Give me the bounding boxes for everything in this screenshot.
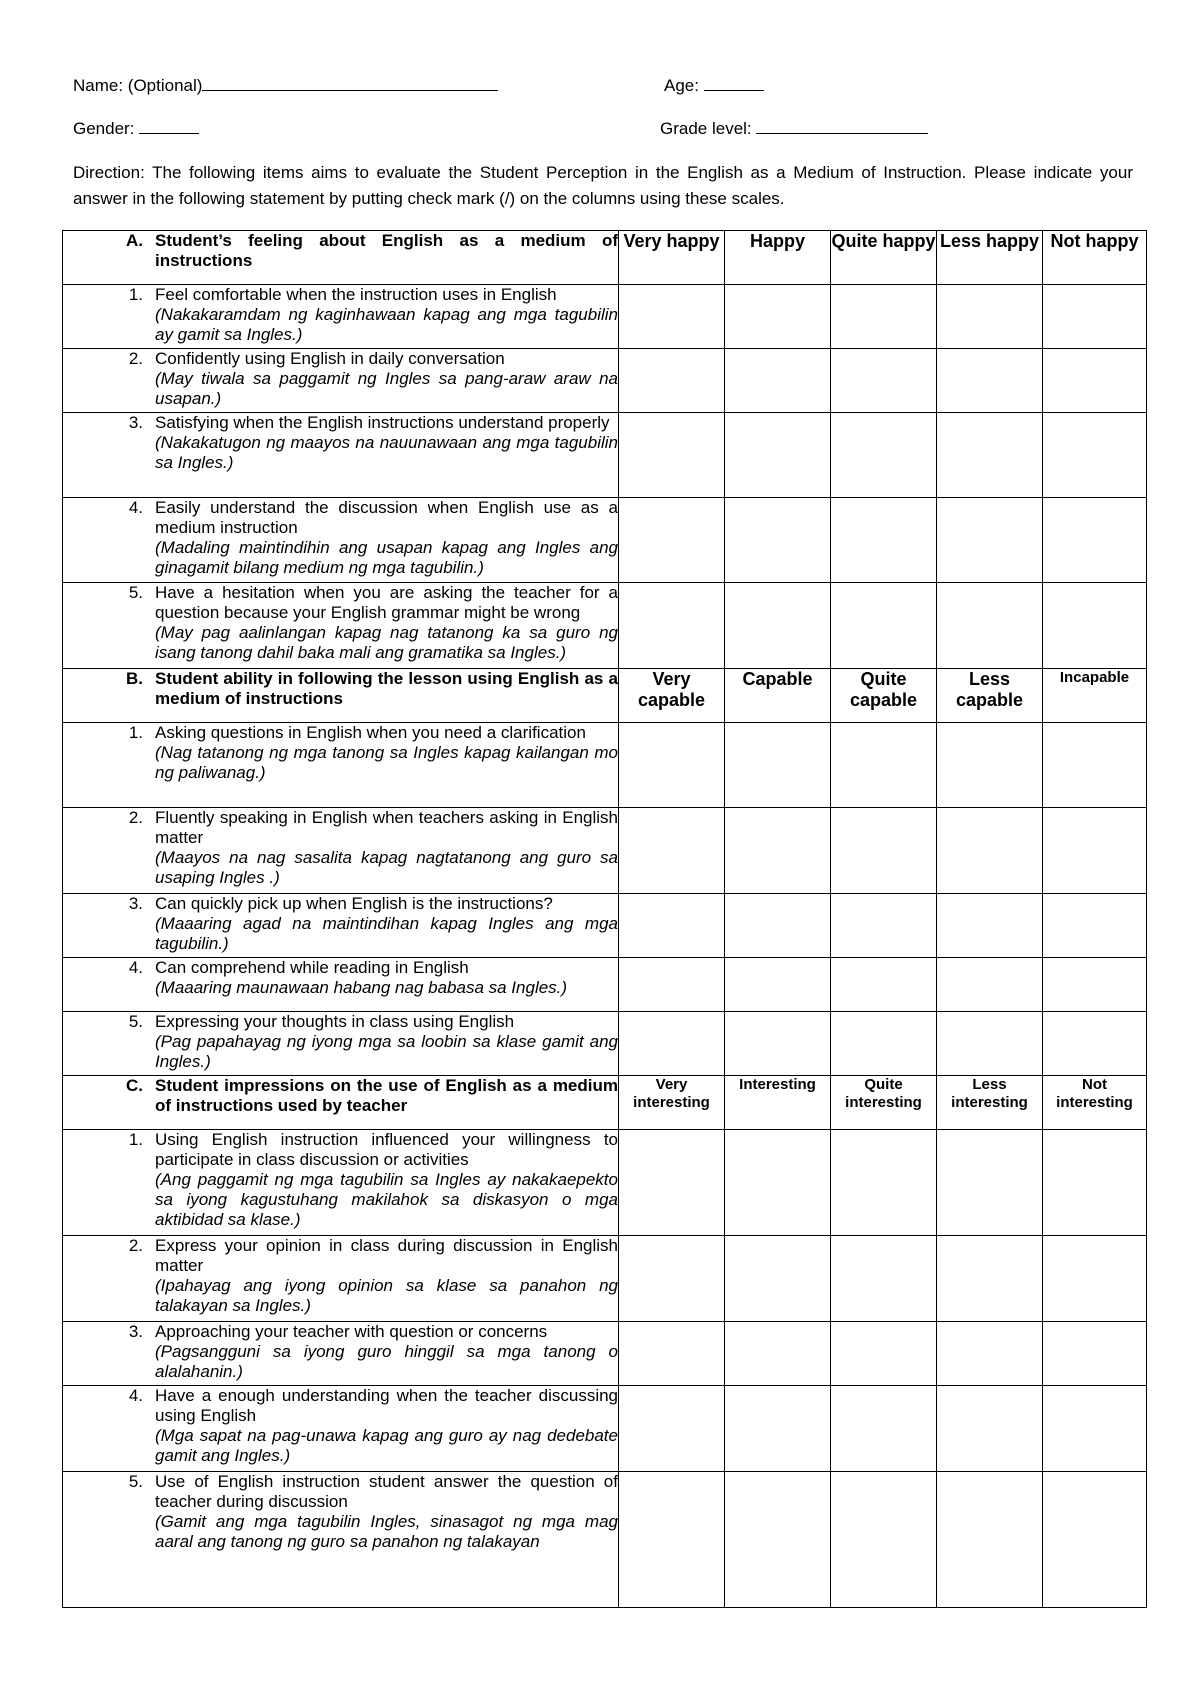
item-number: 1.	[128, 723, 143, 742]
check-cell[interactable]	[1043, 285, 1147, 349]
check-cell[interactable]	[937, 1012, 1043, 1076]
check-cell[interactable]	[725, 1322, 831, 1386]
check-cell[interactable]	[725, 723, 831, 808]
question-tagalog: (May tiwala sa paggamit ng Ingles sa pang-araw araw na usapan.)	[155, 369, 618, 408]
check-cell[interactable]	[619, 1236, 725, 1322]
question-tagalog: (Madaling maintindihin ang usapan kapag ang Ingles ang ginagamit bilang medium ng mga tagubilin.)	[155, 538, 618, 577]
name-blank[interactable]	[202, 74, 498, 91]
check-cell[interactable]	[831, 1386, 937, 1472]
check-cell[interactable]	[725, 958, 831, 1012]
check-cell[interactable]	[619, 498, 725, 583]
check-cell[interactable]	[937, 583, 1043, 669]
check-cell[interactable]	[725, 1012, 831, 1076]
question-tagalog: (Maaaring agad na maintindihan kapag Ingles ang mga tagubilin.)	[155, 914, 618, 953]
question-cell	[63, 413, 619, 498]
survey-table	[62, 230, 1147, 1608]
check-cell[interactable]	[1043, 349, 1147, 413]
check-cell[interactable]	[1043, 498, 1147, 583]
question-tagalog: (Nag tatanong ng mga tanong sa Ingles kapag kailangan mo ng paliwanag.)	[155, 743, 618, 782]
question-english: Fluently speaking in English when teachers asking in English matter	[155, 808, 618, 847]
check-cell[interactable]	[831, 958, 937, 1012]
scale-header: Quite capable	[831, 669, 937, 723]
check-cell[interactable]	[831, 498, 937, 583]
check-cell[interactable]	[831, 413, 937, 498]
scale-header: Less interesting	[937, 1076, 1043, 1130]
scale-header: Quite happy	[831, 231, 937, 285]
question-cell	[63, 723, 619, 808]
check-cell[interactable]	[937, 498, 1043, 583]
scale-header: Capable	[725, 669, 831, 723]
check-cell[interactable]	[619, 285, 725, 349]
question-cell	[63, 808, 619, 894]
question-tagalog: (Ipahayag ang iyong opinion sa klase sa panahon ng talakayan sa Ingles.)	[155, 1276, 618, 1315]
question-cell	[63, 1386, 619, 1472]
item-number: 5.	[128, 583, 143, 602]
scale-header: Less capable	[937, 669, 1043, 723]
question-cell	[63, 285, 619, 349]
check-cell[interactable]	[1043, 723, 1147, 808]
check-cell[interactable]	[937, 413, 1043, 498]
grade-level-blank[interactable]	[756, 117, 928, 134]
table-row	[63, 285, 1147, 349]
question-tagalog: (Gamit ang mga tagubilin Ingles, sinasagot ng mga mag aaral ang tanong ng guro sa panahon ng talakayan	[155, 1512, 618, 1551]
question-cell	[63, 498, 619, 583]
item-number: 2.	[128, 1236, 143, 1255]
question-english: Approaching your teacher with question or concerns	[155, 1322, 548, 1341]
question-cell	[63, 894, 619, 958]
grade-level-label: Grade level:	[660, 119, 752, 138]
check-cell[interactable]	[619, 1130, 725, 1236]
check-cell[interactable]	[937, 894, 1043, 958]
section-letter: A.	[126, 231, 143, 250]
check-cell[interactable]	[831, 894, 937, 958]
table-row	[63, 583, 1147, 669]
question-cell	[63, 1012, 619, 1076]
question-english: Expressing your thoughts in class using English	[155, 1012, 515, 1031]
section-title-cell	[63, 669, 619, 723]
check-cell[interactable]	[1043, 958, 1147, 1012]
item-number: 4.	[128, 498, 143, 517]
question-tagalog: (Nakakatugon ng maayos na nauunawaan ang mga tagubilin sa Ingles.)	[155, 433, 618, 472]
check-cell[interactable]	[831, 583, 937, 669]
question-tagalog: (Maaaring maunawaan habang nag babasa sa Ingles.)	[155, 978, 568, 997]
question-tagalog: (May pag aalinlangan kapag nag tatanong ka sa guro ng isang tanong dahil baka mali ang gramatika sa Ingles.)	[155, 623, 618, 662]
check-cell[interactable]	[1043, 1322, 1147, 1386]
gender-field	[73, 117, 199, 139]
check-cell[interactable]	[725, 498, 831, 583]
item-number: 4.	[128, 958, 143, 977]
item-number: 4.	[128, 1386, 143, 1405]
check-cell[interactable]	[937, 1236, 1043, 1322]
check-cell[interactable]	[619, 349, 725, 413]
scale-header: Quite interesting	[831, 1076, 937, 1130]
check-cell[interactable]	[725, 1236, 831, 1322]
check-cell[interactable]	[937, 723, 1043, 808]
question-tagalog: (Nakakaramdam ng kaginhawaan kapag ang mga tagubilin ay gamit sa Ingles.)	[155, 305, 618, 344]
item-number: 3.	[128, 894, 143, 913]
question-english: Asking questions in English when you need a clarification	[155, 723, 586, 742]
table-row	[63, 1236, 1147, 1322]
check-cell[interactable]	[1043, 808, 1147, 894]
question-english: Easily understand the discussion when English use as a medium instruction	[155, 498, 618, 537]
check-cell[interactable]	[937, 1386, 1043, 1472]
check-cell[interactable]	[619, 1322, 725, 1386]
item-number: 1.	[128, 285, 143, 304]
table-row	[63, 1130, 1147, 1236]
question-english: Can comprehend while reading in English	[155, 958, 469, 977]
item-number: 3.	[128, 1322, 143, 1341]
check-cell[interactable]	[831, 285, 937, 349]
check-cell[interactable]	[619, 1386, 725, 1472]
section-title-cell	[63, 1076, 619, 1130]
check-cell[interactable]	[937, 808, 1043, 894]
gender-blank[interactable]	[139, 117, 199, 134]
check-cell[interactable]	[1043, 583, 1147, 669]
item-number: 1.	[128, 1130, 143, 1149]
question-cell	[63, 1322, 619, 1386]
check-cell[interactable]	[831, 723, 937, 808]
table-row	[63, 1472, 1147, 1608]
check-cell[interactable]	[937, 285, 1043, 349]
table-row	[63, 413, 1147, 498]
question-cell	[63, 1130, 619, 1236]
name-field	[73, 74, 498, 96]
check-cell[interactable]	[1043, 894, 1147, 958]
check-cell[interactable]	[725, 808, 831, 894]
check-cell[interactable]	[725, 894, 831, 958]
grade-level-field	[660, 117, 928, 139]
check-cell[interactable]	[831, 1130, 937, 1236]
scale-header: Not interesting	[1043, 1076, 1147, 1130]
item-number: 5.	[128, 1472, 143, 1491]
table-row	[63, 1322, 1147, 1386]
question-english: Have a enough understanding when the teacher discussing using English	[155, 1386, 618, 1425]
check-cell[interactable]	[831, 1322, 937, 1386]
question-tagalog: (Mga sapat na pag-unawa kapag ang guro ay nag dedebate gamit ang Ingles.)	[155, 1426, 618, 1465]
item-number: 2.	[128, 349, 143, 368]
check-cell[interactable]	[619, 894, 725, 958]
check-cell[interactable]	[725, 1386, 831, 1472]
direction-text: Direction: The following items aims to evaluate the Student Perception in the English as a Medium of Instruction. Please indicate your answer in the following statement by putting check mark (/) on the columns using these scales.	[73, 163, 1133, 208]
check-cell[interactable]	[937, 349, 1043, 413]
check-cell[interactable]	[619, 723, 725, 808]
check-cell[interactable]	[1043, 1130, 1147, 1236]
section-header-row	[63, 669, 1147, 723]
question-tagalog: (Pag papahayag ng iyong mga sa loobin sa klase gamit ang Ingles.)	[155, 1032, 618, 1071]
section-title-cell	[63, 231, 619, 285]
gender-label: Gender:	[73, 119, 135, 138]
question-english: Confidently using English in daily conversation	[155, 349, 505, 368]
check-cell[interactable]	[725, 349, 831, 413]
check-cell[interactable]	[619, 1472, 725, 1608]
section-letter: C.	[126, 1076, 143, 1095]
check-cell[interactable]	[725, 1472, 831, 1608]
question-tagalog: (Pagsangguni sa iyong guro hinggil sa mga tanong o alalahanin.)	[155, 1342, 618, 1381]
section-title: Student impressions on the use of English as a medium of instructions used by teacher	[155, 1076, 618, 1115]
question-english: Satisfying when the English instructions understand properly	[155, 413, 610, 432]
table-row	[63, 1386, 1147, 1472]
question-english: Using English instruction influenced your willingness to participate in class discussion or activities	[155, 1130, 618, 1169]
check-cell[interactable]	[725, 583, 831, 669]
question-cell	[63, 349, 619, 413]
check-cell[interactable]	[619, 958, 725, 1012]
check-cell[interactable]	[937, 1130, 1043, 1236]
table-row	[63, 498, 1147, 583]
check-cell[interactable]	[1043, 413, 1147, 498]
check-cell[interactable]	[831, 808, 937, 894]
scale-header: Very interesting	[619, 1076, 725, 1130]
section-title: Student ability in following the lesson using English as a medium of instructions	[155, 669, 618, 708]
table-row	[63, 349, 1147, 413]
check-cell[interactable]	[831, 1472, 937, 1608]
section-letter: B.	[126, 669, 143, 688]
check-cell[interactable]	[937, 958, 1043, 1012]
check-cell[interactable]	[937, 1472, 1043, 1608]
scale-header: Incapable	[1043, 669, 1147, 723]
age-label: Age:	[664, 76, 699, 95]
check-cell[interactable]	[1043, 1236, 1147, 1322]
question-cell	[63, 583, 619, 669]
check-cell[interactable]	[1043, 1012, 1147, 1076]
check-cell[interactable]	[619, 583, 725, 669]
section-header-row	[63, 231, 1147, 285]
name-label: Name: (Optional)	[73, 76, 203, 95]
table-row	[63, 894, 1147, 958]
scale-header: Very capable	[619, 669, 725, 723]
check-cell[interactable]	[725, 413, 831, 498]
table-row	[63, 1012, 1147, 1076]
check-cell[interactable]	[937, 1322, 1043, 1386]
check-cell[interactable]	[619, 1012, 725, 1076]
check-cell[interactable]	[1043, 1386, 1147, 1472]
table-row	[63, 723, 1147, 808]
scale-header: Not happy	[1043, 231, 1147, 285]
check-cell[interactable]	[619, 808, 725, 894]
question-tagalog: (Maayos na nag sasalita kapag nagtatanong ang guro sa usaping Ingles .)	[155, 848, 618, 887]
question-english: Use of English instruction student answer the question of teacher during discussion	[155, 1472, 618, 1511]
question-cell	[63, 1472, 619, 1608]
question-cell	[63, 1236, 619, 1322]
question-english: Express your opinion in class during discussion in English matter	[155, 1236, 618, 1275]
section-header-row	[63, 1076, 1147, 1130]
check-cell[interactable]	[831, 1236, 937, 1322]
question-english: Can quickly pick up when English is the instructions?	[155, 894, 553, 913]
check-cell[interactable]	[619, 413, 725, 498]
item-number: 3.	[128, 413, 143, 432]
check-cell[interactable]	[725, 1130, 831, 1236]
check-cell[interactable]	[831, 1012, 937, 1076]
scale-header: Happy	[725, 231, 831, 285]
table-row	[63, 958, 1147, 1012]
question-tagalog: (Ang paggamit ng mga tagubilin sa Ingles ay nakakaepekto sa iyong kagustuhang makilahok sa diskasyon o mga aktibidad sa klase.)	[155, 1170, 618, 1229]
section-title: Student’s feeling about English as a medium of instructions	[155, 231, 618, 270]
question-english: Feel comfortable when the instruction uses in English	[155, 285, 557, 304]
table-row	[63, 808, 1147, 894]
scale-header: Very happy	[619, 231, 725, 285]
scale-header: Less happy	[937, 231, 1043, 285]
item-number: 5.	[128, 1012, 143, 1031]
scale-header: Interesting	[725, 1076, 831, 1130]
check-cell[interactable]	[1043, 1472, 1147, 1608]
check-cell[interactable]	[831, 349, 937, 413]
age-field	[664, 74, 764, 96]
question-cell	[63, 958, 619, 1012]
age-blank[interactable]	[704, 74, 764, 91]
check-cell[interactable]	[725, 285, 831, 349]
item-number: 2.	[128, 808, 143, 827]
question-english: Have a hesitation when you are asking the teacher for a question because your English grammar might be wrong	[155, 583, 618, 622]
